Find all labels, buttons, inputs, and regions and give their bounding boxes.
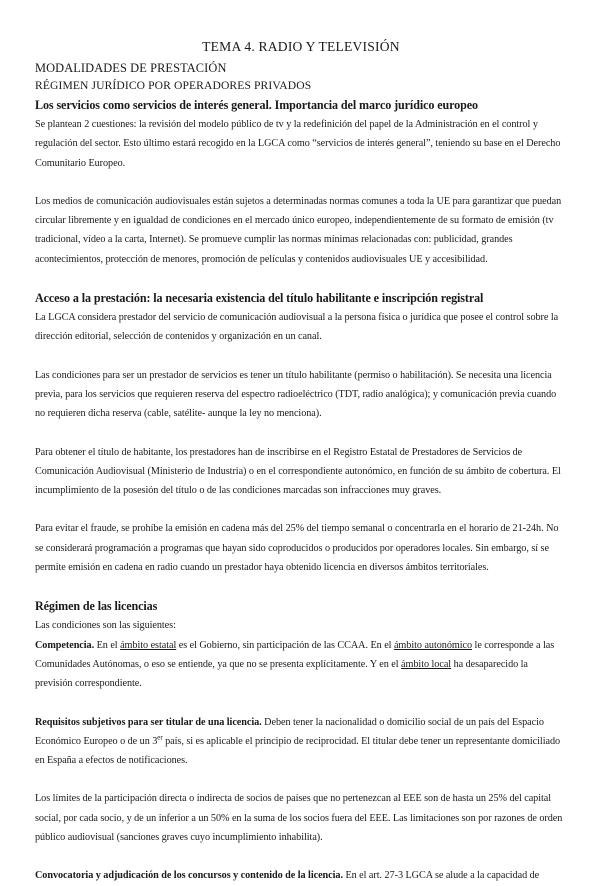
paragraph: Las condiciones son las siguientes:: [35, 620, 176, 632]
heading-acceso-prestacion: Acceso a la prestación: la necesaria existencia del título habilitante e inscripción registral: [35, 291, 484, 306]
document-title: TEMA 4. RADIO Y TELEVISIÓN: [202, 39, 400, 54]
paragraph: Se plantean 2 cuestiones: la revisión del modelo público de tv y la redefinición del papel de la Administración en el control y regulación del sector. Esto último estará recogido en la LGCA como “servicios de interés general”, teniendo su base en el Derecho Comunitario Europeo.: [35, 119, 561, 169]
paragraph: La LGCA considera prestador del servicio de comunicación audiovisual a la persona física o jurídica que posee el control sobre la dirección editorial, selección de contenidos y organización en un canal.: [35, 312, 559, 343]
ambito-autonomico: ámbito autonómico: [393, 639, 473, 651]
ambito-local: ámbito local: [401, 658, 452, 670]
heading-interes-general: Los servicios como servicios de interés general. Importancia del marco jurídico europeo: [35, 98, 478, 112]
convocatoria-label: Convocatoria y adjudicación de los concursos y contenido de la licencia.: [35, 870, 343, 882]
paragraph: Los medios de comunicación audiovisuales están sujetos a determinadas normas comunes a toda la UE para garantizar que puedan circular libremente y en igualdad de condiciones en el mercado único europeo, independientemente de su formato de emisión (tv tradicional, vídeo a la carta, Internet). Se promueve cumplir las normas mínimas relacionadas con: publicidad, grandes acontecimientos, protección de menores, promoción de películas y contenidos audiovisuales UE y accesibilidad.: [35, 195, 562, 265]
section-subtitle: MODALIDADES DE PRESTACIÓN: [35, 61, 227, 75]
paragraph: Las condiciones para ser un prestador de servicios es tener un título habilitante (permiso o habilitación). Se necesita una licencia previa, para los servicios que requieren reserva del espectro radioeléctrico (TDT, radio analógica); y comunicación previa cuando no requieren dicha reserva (cable, satélite- aunque la ley no menciona).: [35, 369, 557, 420]
requisitos-label: Requisitos subjetivos para ser titular de una licencia.: [35, 716, 262, 728]
paragraph-competencia: Competencia. En el ámbito estatal es el Gobierno, sin participación de las CCAA. En el ámbito autonómico le corresponde a las Comunidades Autónomas, o eso se entiende, ya que no se presenta explícitamente. Y en el ámbito local ha desaparecido la previsión correspondiente.: [35, 639, 555, 690]
paragraph: Para obtener el título de habitante, los prestadores han de inscribirse en el Registro Estatal de Prestadores de Servicios de Comunicación Audiovisual (Ministerio de Industria) o en el correspondiente autonómico, en función de su ámbito de cobertura. El incumplimiento de la posesión del título o de las condiciones marcadas son infracciones muy graves.: [35, 446, 561, 497]
ambito-estatal: ámbito estatal: [120, 639, 177, 651]
section-subtitle-secondary: RÉGIMEN JURÍDICO POR OPERADORES PRIVADOS: [35, 79, 312, 92]
document-content: [35, 38, 567, 886]
paragraph-convocatoria: Convocatoria y adjudicación de los concursos y contenido de la licencia. En el art. 27-3 LGCA se alude a la capacidad de: [35, 870, 540, 882]
paragraph: Para evitar el fraude, se prohíbe la emisión en cadena más del 25% del tiempo semanal o concentrarla en el horario de 21-24h. No se considerará programación a programas que hayan sido coproducidos o producidos por operadores locales. Sin embargo, sí se permite emisión en cadena en radio cuando un prestador haya obtenido licencia en diversos ámbitos territoriales.: [35, 523, 559, 574]
paragraph-requisitos: Requisitos subjetivos para ser titular de una licencia. Deben tener la nacionalidad o domicilio social de un país del Espacio Económico Europeo o de un 3er país, si es aplicable el principio de reciprocidad. El titular debe tener un representante domiciliado en España a efectos de notificaciones.: [35, 716, 561, 767]
heading-regimen-licencias: Régimen de las licencias: [35, 599, 158, 614]
paragraph: Los límites de la participación directa o indirecta de socios de países que no pertenezcan al EEE son de hasta un 25% del capital social, por cada socio, y de un inferior a un 50% en la suma de los socios fuera del EEE. Las limitaciones son por razones de orden público audiovisual (sanciones graves cuyo incumplimiento inhabilita).: [35, 793, 563, 844]
competencia-label: Competencia.: [35, 639, 95, 651]
